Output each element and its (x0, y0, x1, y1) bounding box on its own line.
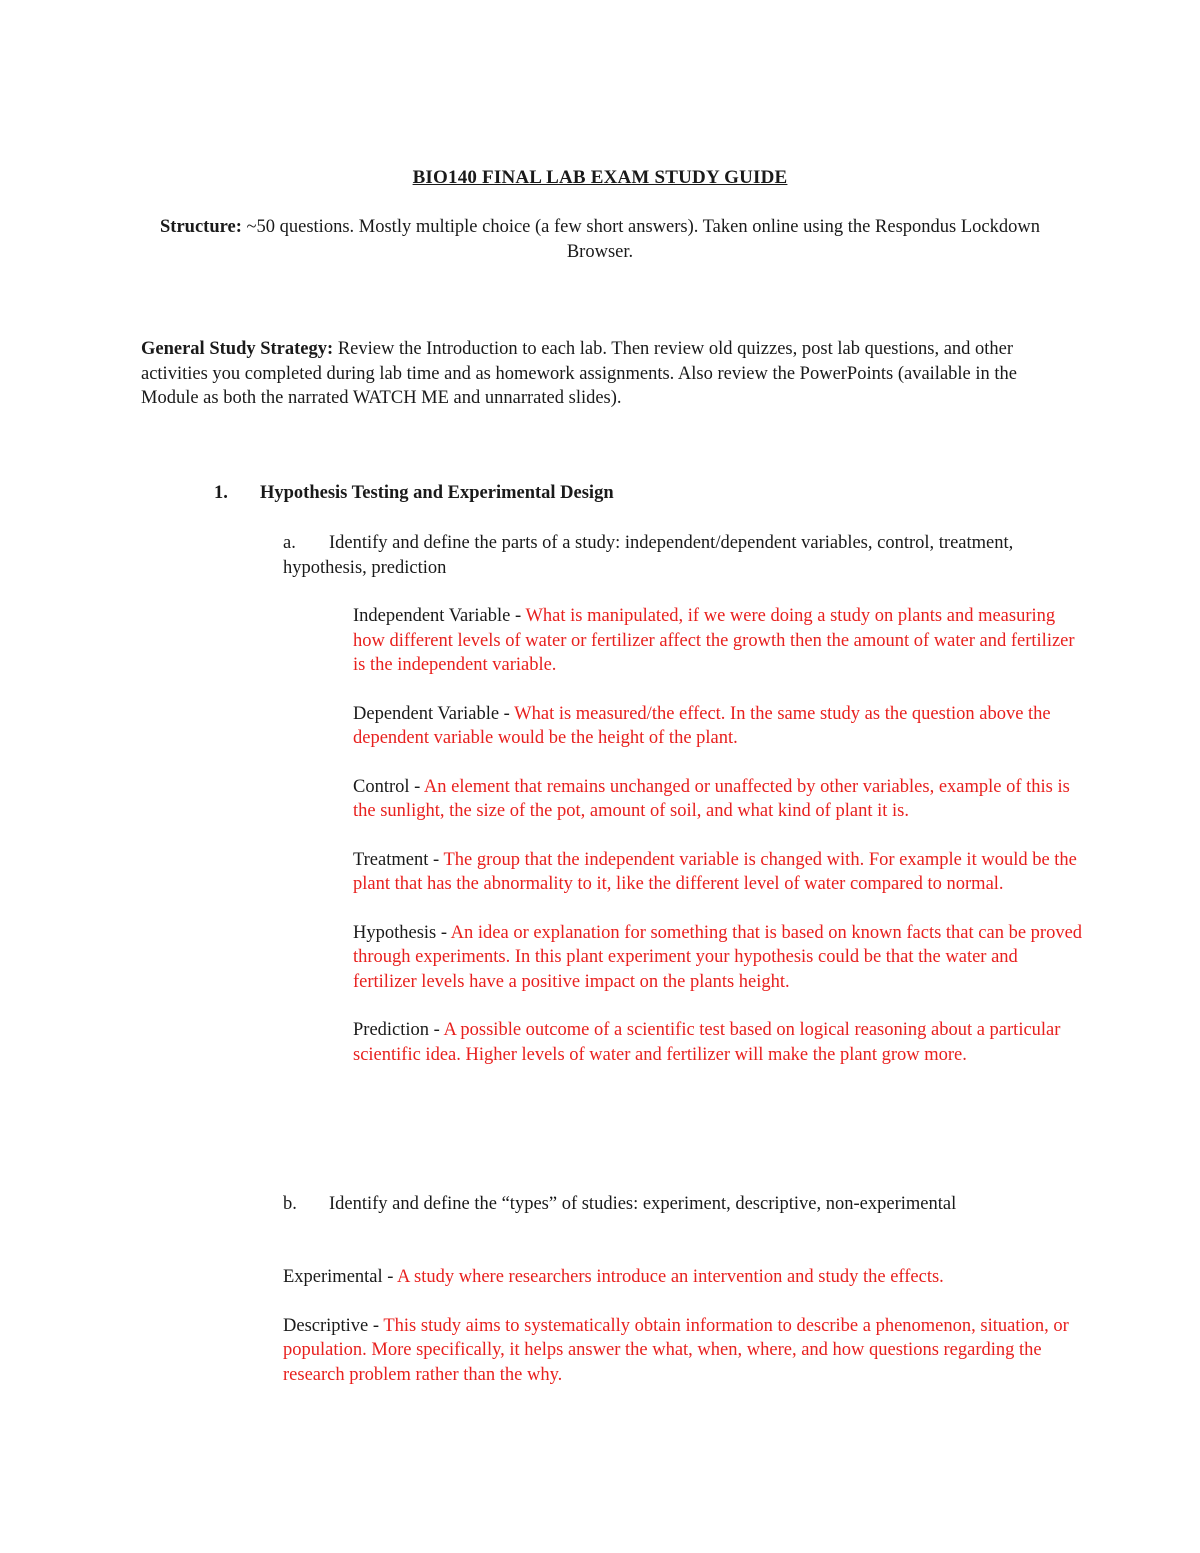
list-item-b-text: Identify and define the “types” of studies: experiment, descriptive, non-experimental (329, 1194, 957, 1214)
list-item-a (283, 531, 1063, 580)
list-item-b (283, 1192, 1083, 1217)
structure-text: ~50 questions. Mostly multiple choice (a few short answers). Taken online using the Respondus Lockdown Browser. (241, 217, 1040, 262)
section-heading (214, 483, 614, 504)
list-item-a-label: a. (283, 533, 296, 553)
study-type-term: Descriptive - (283, 1315, 384, 1336)
study-types-list (283, 1265, 1073, 1411)
definition-answer: A possible outcome of a scientific test based on logical reasoning about a particular scientific idea. Higher levels of water and fertilizer will make the plant grow more. (353, 1020, 1061, 1065)
definition-answer: An element that remains unchanged or unaffected by other variables, example of this is the sunlight, the size of the pot, amount of soil, and what kind of plant it is. (353, 776, 1070, 821)
strategy-label: General Study Strategy: (141, 339, 334, 359)
definition-answer: What is measured/the effect. In the same study as the question above the dependent variable would be the height of the plant. (353, 703, 1051, 748)
definition-item (353, 848, 1083, 897)
section-title: Hypothesis Testing and Experimental Design (260, 483, 614, 503)
study-type-answer: This study aims to systematically obtain information to describe a phenomenon, situation, or population. More specifically, it helps answer the what, when, where, and how questions regarding the research problem rather than the why. (283, 1315, 1069, 1385)
definition-item (353, 921, 1083, 995)
structure-label: Structure: (160, 217, 242, 237)
definition-answer: What is manipulated, if we were doing a study on plants and measuring how different levels of water or fertilizer affect the growth then the amount of water and fertilizer is the independent variable. (353, 606, 1075, 675)
list-item-b-label: b. (283, 1194, 297, 1214)
definition-term: Hypothesis - (353, 922, 451, 943)
definition-term: Independent Variable - (353, 606, 526, 626)
study-type-item (283, 1265, 1073, 1290)
strategy-paragraph (141, 337, 1071, 411)
definition-term: Treatment - (353, 849, 444, 870)
definitions-list (353, 604, 1083, 1091)
definition-term: Dependent Variable - (353, 703, 515, 724)
page-title: BIO140 FINAL LAB EXAM STUDY GUIDE (412, 167, 788, 188)
study-type-answer: A study where researchers introduce an intervention and study the effects. (397, 1267, 944, 1287)
definition-term: Control - (353, 776, 424, 797)
definition-item (353, 702, 1083, 751)
strategy-text: Review the Introduction to each lab. Then review old quizzes, post lab questions, and other activities you completed during lab time and as homework assignments. Also review the PowerPoints (available in the Module as both the narrated WATCH ME and unnarrated slides). (141, 339, 1017, 408)
definition-answer: An idea or explanation for something that is based on known facts that can be proved through experiments. In this plant experiment your hypothesis could be that the water and fertilizer levels have a positive impact on the plants height. (353, 922, 1083, 992)
definition-item (353, 775, 1083, 824)
definition-answer: The group that the independent variable is changed with. For example it would be the plant that has the abnormality to it, like the different level of water compared to normal. (353, 849, 1077, 894)
definition-item (353, 1018, 1083, 1067)
list-item-a-text: Identify and define the parts of a study: independent/dependent variables, control, treatment, hypothesis, prediction (283, 533, 1014, 578)
definition-item (353, 604, 1083, 678)
study-type-item (283, 1314, 1073, 1388)
section-number: 1. (214, 483, 228, 503)
definition-term: Prediction - (353, 1020, 444, 1040)
structure-paragraph (160, 215, 1040, 264)
study-type-term: Experimental - (283, 1267, 398, 1287)
